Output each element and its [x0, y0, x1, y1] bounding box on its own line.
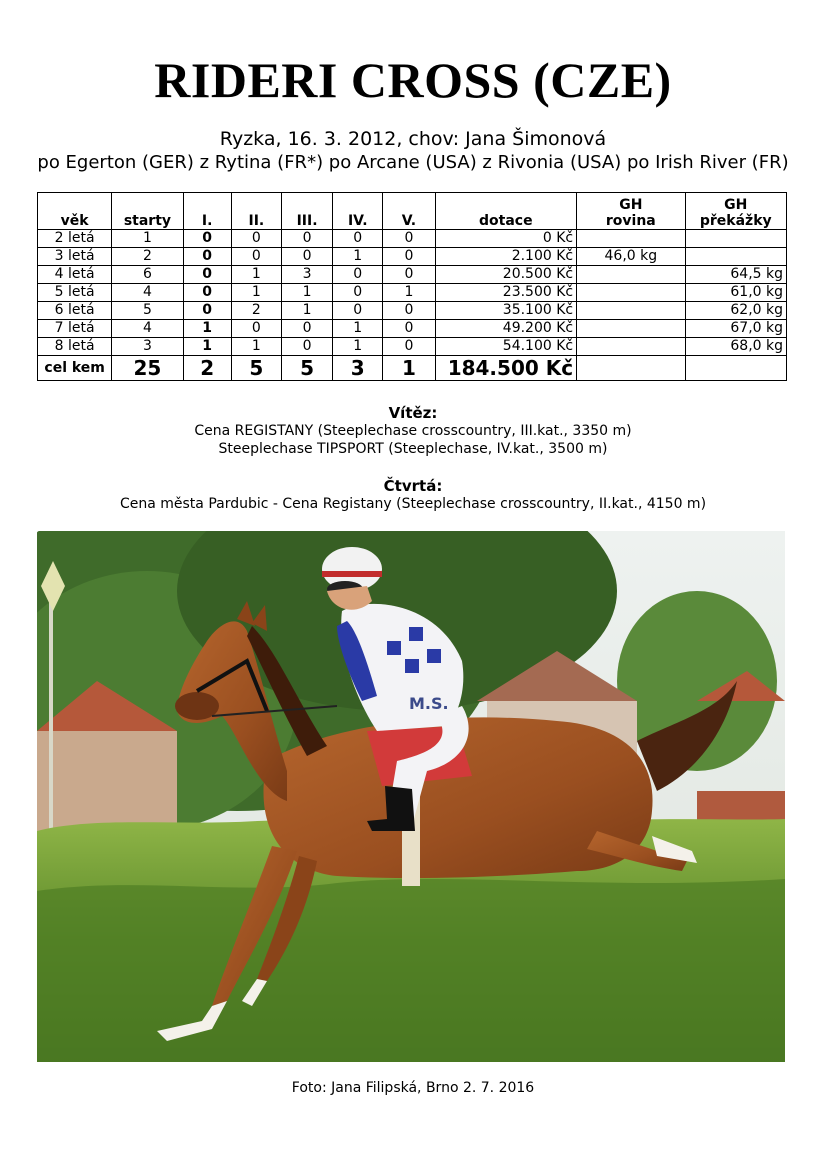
- col-starts: starty: [112, 193, 183, 230]
- table-cell-earnings: 0 Kč: [435, 230, 577, 248]
- table-cell-age: 7 letá: [38, 320, 112, 338]
- table-cell-fourth: 0: [333, 266, 383, 284]
- total-cell-earnings: 184.500 Kč: [435, 356, 577, 381]
- table-total-row: [38, 356, 787, 381]
- col-gh-flat-line2: rovina: [605, 213, 656, 229]
- table-cell-earnings: 23.500 Kč: [435, 284, 577, 302]
- table-cell-gh-jump: [685, 248, 786, 266]
- table-cell-earnings: 2.100 Kč: [435, 248, 577, 266]
- table-cell-gh-jump: [685, 230, 786, 248]
- racehorse-photo: [37, 531, 785, 1062]
- table-row: [38, 302, 787, 320]
- table-cell-third: 1: [281, 284, 332, 302]
- table-cell-fourth: 0: [333, 230, 383, 248]
- total-cell-second: 5: [231, 356, 281, 381]
- table-cell-age: 5 letá: [38, 284, 112, 302]
- table-cell-fifth: 0: [383, 230, 435, 248]
- table-cell-gh-jump: 68,0 kg: [685, 338, 786, 356]
- table-row: [38, 230, 787, 248]
- col-gh-jump: [685, 193, 786, 230]
- table-cell-fifth: 0: [383, 320, 435, 338]
- horse-info: Ryzka, 16. 3. 2012, chov: Jana Šimonová: [219, 128, 607, 150]
- total-cell-gh-flat: [577, 356, 685, 381]
- table-cell-gh-flat: [577, 302, 685, 320]
- fourth-race-1: Cena města Pardubic - Cena Registany (Steeplechase crosscountry, II.kat., 4150 m): [119, 496, 707, 512]
- fourth-section: [0, 477, 826, 513]
- table-cell-first: 0: [183, 230, 231, 248]
- race-stats-table: [37, 192, 787, 381]
- table-cell-starts: 2: [112, 248, 183, 266]
- col-gh-jump-line2: překážky: [699, 213, 772, 229]
- table-cell-starts: 1: [112, 230, 183, 248]
- table-cell-second: 0: [231, 230, 281, 248]
- table-cell-fourth: 1: [333, 320, 383, 338]
- table-cell-starts: 4: [112, 284, 183, 302]
- table-cell-earnings: 35.100 Kč: [435, 302, 577, 320]
- col-earnings: dotace: [435, 193, 577, 230]
- table-cell-fifth: 0: [383, 302, 435, 320]
- table-cell-second: 1: [231, 284, 281, 302]
- total-cell-fifth: 1: [383, 356, 435, 381]
- table-cell-second: 0: [231, 248, 281, 266]
- table-cell-gh-jump: 61,0 kg: [685, 284, 786, 302]
- table-cell-gh-flat: [577, 230, 685, 248]
- table-cell-first: 0: [183, 302, 231, 320]
- total-cell-third: 5: [281, 356, 332, 381]
- table-cell-gh-flat: [577, 338, 685, 356]
- table-row: [38, 284, 787, 302]
- col-third: III.: [281, 193, 332, 230]
- table-header-row: [38, 193, 787, 230]
- table-cell-fourth: 0: [333, 302, 383, 320]
- table-cell-fifth: 0: [383, 248, 435, 266]
- table-cell-age: 4 letá: [38, 266, 112, 284]
- col-first: I.: [183, 193, 231, 230]
- total-cell-starts: 25: [112, 356, 183, 381]
- fourth-heading: Čtvrtá:: [383, 477, 443, 495]
- table-cell-first: 1: [183, 338, 231, 356]
- table-cell-second: 1: [231, 338, 281, 356]
- table-cell-gh-jump: 64,5 kg: [685, 266, 786, 284]
- table-cell-age: 8 letá: [38, 338, 112, 356]
- table-cell-third: 0: [281, 230, 332, 248]
- total-cell-first: 2: [183, 356, 231, 381]
- table-row: [38, 266, 787, 284]
- table-cell-fifth: 1: [383, 284, 435, 302]
- table-cell-third: 0: [281, 338, 332, 356]
- photo-caption: Foto: Jana Filipská, Brno 2. 7. 2016: [291, 1080, 535, 1096]
- table-cell-fourth: 1: [333, 248, 383, 266]
- table-cell-fourth: 1: [333, 338, 383, 356]
- total-cell-age: cel kem: [38, 356, 112, 381]
- racehorse-illustration: [37, 531, 785, 1062]
- col-gh-flat: [577, 193, 685, 230]
- col-fifth: V.: [383, 193, 435, 230]
- table-cell-gh-flat: 46,0 kg: [577, 248, 685, 266]
- table-cell-earnings: 20.500 Kč: [435, 266, 577, 284]
- table-cell-third: 3: [281, 266, 332, 284]
- table-cell-earnings: 49.200 Kč: [435, 320, 577, 338]
- table-cell-gh-flat: [577, 320, 685, 338]
- col-second: II.: [231, 193, 281, 230]
- col-age: věk: [38, 193, 112, 230]
- table-cell-third: 0: [281, 320, 332, 338]
- table-cell-starts: 4: [112, 320, 183, 338]
- table-cell-gh-flat: [577, 284, 685, 302]
- table-cell-starts: 5: [112, 302, 183, 320]
- total-cell-gh-jump: [685, 356, 786, 381]
- table-row: [38, 320, 787, 338]
- table-cell-first: 0: [183, 266, 231, 284]
- table-cell-gh-flat: [577, 266, 685, 284]
- winner-race-1: Cena REGISTANY (Steeplechase crosscountry, III.kat., 3350 m): [194, 423, 632, 439]
- table-cell-age: 6 letá: [38, 302, 112, 320]
- table-cell-gh-jump: 67,0 kg: [685, 320, 786, 338]
- table-cell-earnings: 54.100 Kč: [435, 338, 577, 356]
- table-cell-first: 0: [183, 284, 231, 302]
- winner-section: [0, 404, 826, 458]
- table-cell-fifth: 0: [383, 266, 435, 284]
- page-title: RIDERI CROSS (CZE): [154, 52, 672, 108]
- table-row: [38, 248, 787, 266]
- table-cell-age: 3 letá: [38, 248, 112, 266]
- total-cell-fourth: 3: [333, 356, 383, 381]
- table-cell-starts: 3: [112, 338, 183, 356]
- table-cell-fourth: 0: [333, 284, 383, 302]
- table-cell-first: 1: [183, 320, 231, 338]
- table-cell-third: 0: [281, 248, 332, 266]
- table-cell-starts: 6: [112, 266, 183, 284]
- col-gh-jump-line1: GH: [724, 197, 748, 213]
- winner-race-2: Steeplechase TIPSPORT (Steeplechase, IV.kat., 3500 m): [218, 441, 608, 457]
- table-cell-fifth: 0: [383, 338, 435, 356]
- table-row: [38, 338, 787, 356]
- pedigree: po Egerton (GER) z Rytina (FR*) po Arcane (USA) z Rivonia (USA) po Irish River (FR): [37, 152, 789, 173]
- winner-heading: Vítěz:: [388, 404, 438, 422]
- col-fourth: IV.: [333, 193, 383, 230]
- table-cell-second: 1: [231, 266, 281, 284]
- table-cell-age: 2 letá: [38, 230, 112, 248]
- col-gh-flat-line1: GH: [619, 197, 643, 213]
- table-cell-second: 2: [231, 302, 281, 320]
- table-cell-second: 0: [231, 320, 281, 338]
- saddle-cloth-text: M.S.: [409, 694, 449, 713]
- table-cell-third: 1: [281, 302, 332, 320]
- table-cell-gh-jump: 62,0 kg: [685, 302, 786, 320]
- table-cell-first: 0: [183, 248, 231, 266]
